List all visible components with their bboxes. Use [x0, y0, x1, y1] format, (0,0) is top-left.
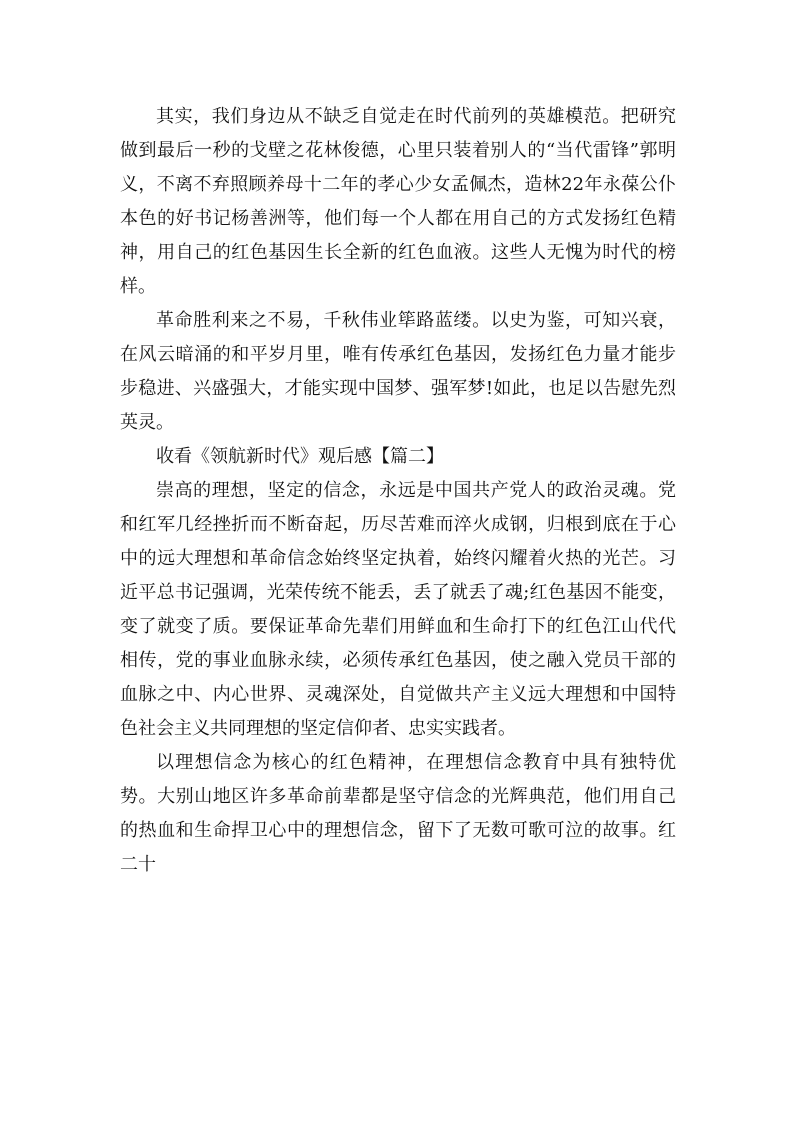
paragraph-ideals-beliefs: 崇高的理想，坚定的信念，永远是中国共产党人的政治灵魂。党和红军几经挫折而不断奋起，历尽苦难而淬火成钢，归根到底在于心中的远大理想和革命信念始终坚定执着，始终闪耀着火热的光芒。习近平总书记强调，光荣传统不能丢，丢了就丢了魂;红色基因不能变，变了就变了质。要保证革命先辈们用鲜血和生命打下的红色江山代代相传，党的事业血脉永续，必须传承红色基因，使之融入党员干部的血脉之中、内心世界、灵魂深处，自觉做共产主义远大理想和中国特色社会主义共同理想的坚定信仰者、忠实实践者。	[120, 480, 676, 739]
paragraph-role-models: 其实，我们身边从不缺乏自觉走在时代前列的英雄模范。把研究做到最后一秒的戈壁之花林俊德，心里只装着别人的“当代雷锋”郭明义，不离不弃照顾养母十二年的孝心少女孟佩杰，造林22年永葆公仆本色的好书记杨善洲等，他们每一个人都在用自己的方式发扬红色精神，用自己的红色基因生长全新的红色血液。这些人无愧为时代的榜样。	[120, 106, 676, 297]
paragraph-red-spirit: 以理想信念为核心的红色精神，在理想信念教育中具有独特优势。大别山地区许多革命前辈都是坚守信念的光辉典范，他们用自己的热血和生命捍卫心中的理想信念，留下了无数可歌可泣的故事。红二十	[120, 752, 676, 875]
paragraph-revolution-victory: 革命胜利来之不易，千秋伟业筚路蓝缕。以史为鉴，可知兴衰，在风云暗涌的和平岁月里，唯有传承红色基因，发扬红色力量才能步步稳进、兴盛强大，才能实现中国梦、强军梦!如此，也足以告慰先烈英灵。	[120, 310, 676, 433]
document-body	[120, 100, 676, 882]
section-heading: 收看《领航新时代》观后感【篇二】	[156, 446, 444, 467]
